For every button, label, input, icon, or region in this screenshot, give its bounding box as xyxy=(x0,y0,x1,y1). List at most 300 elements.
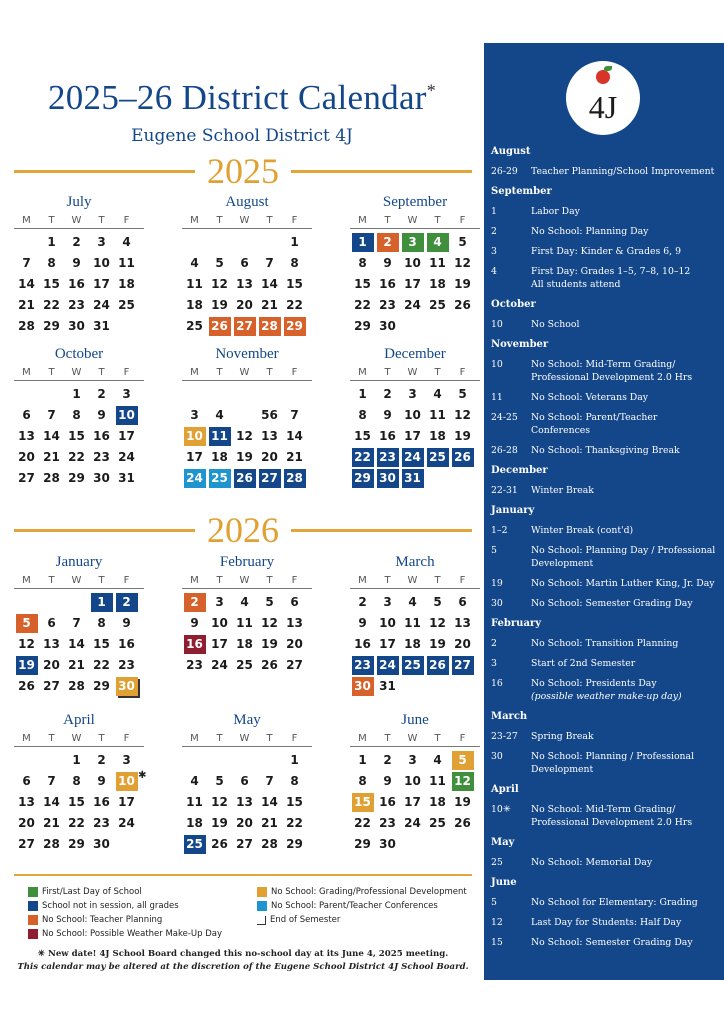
day-cell: 22 xyxy=(354,816,371,830)
day-cell: 17 xyxy=(93,277,110,291)
day-cell: 30 xyxy=(379,837,396,851)
day-cell: 18 xyxy=(211,450,228,464)
day-cell: 18 xyxy=(429,429,446,443)
day-cell: 1 xyxy=(290,753,299,767)
weekday-header xyxy=(182,214,312,229)
event-text xyxy=(531,896,719,909)
day-cell: 30 xyxy=(116,677,138,696)
day-cell: 10 xyxy=(404,774,421,788)
weekday-label: M xyxy=(358,367,367,378)
event-date: 30 xyxy=(491,751,503,762)
empty-cell xyxy=(41,751,63,770)
year-rule-right xyxy=(291,170,472,173)
day-cell: 12 xyxy=(18,637,35,651)
empty-cell xyxy=(16,385,38,404)
day-cell: 8 xyxy=(358,774,367,788)
empty-cell xyxy=(16,751,38,770)
weekday-header xyxy=(14,366,144,381)
day-cell: 23 xyxy=(186,658,203,672)
day-cell: 26 xyxy=(234,469,256,488)
empty-cell xyxy=(259,751,281,770)
legend-swatch xyxy=(257,887,267,897)
day-cell: 15 xyxy=(354,429,371,443)
weekday-label: W xyxy=(239,215,250,226)
year-heading-2026 xyxy=(14,512,472,548)
event-text xyxy=(531,577,719,590)
day-cell: 26 xyxy=(454,816,471,830)
events-list xyxy=(491,142,719,953)
weekday-header xyxy=(14,574,144,589)
day-cell: 6 xyxy=(290,595,299,609)
day-cell: 29 xyxy=(68,837,85,851)
day-cell: 10 xyxy=(116,406,138,425)
day-cell: 11 xyxy=(429,408,446,422)
day-cell: 30 xyxy=(379,319,396,333)
day-cell: 20 xyxy=(236,816,253,830)
month-september xyxy=(350,194,480,337)
weekday-label: W xyxy=(239,733,250,744)
event-date: 16 xyxy=(491,678,503,689)
event-description: No School: Transition Planning xyxy=(531,638,679,649)
day-cell: 7 xyxy=(47,774,56,788)
sidebar-month-heading: August xyxy=(491,146,531,157)
day-cell: 19 xyxy=(454,429,471,443)
weekday-label: T xyxy=(48,367,55,378)
day-cell: 14 xyxy=(18,277,35,291)
day-cell: 11 xyxy=(186,795,203,809)
day-cell: 19 xyxy=(211,298,228,312)
month-august xyxy=(182,194,312,337)
weekday-label: T xyxy=(98,733,105,744)
title-asterisk: * xyxy=(426,80,437,101)
event-row xyxy=(491,893,719,913)
day-cell: 23 xyxy=(379,298,396,312)
legend-swatch xyxy=(257,901,267,911)
event-date: 10✳ xyxy=(491,804,511,815)
event-description: No School: Planning Day / Professional Development xyxy=(531,545,716,569)
event-row xyxy=(491,388,719,408)
weekday-label: F xyxy=(459,733,466,744)
day-cell: 5 xyxy=(458,235,467,249)
weekday-label: T xyxy=(434,733,441,744)
weekday-label: W xyxy=(71,733,82,744)
sidebar-month-heading: October xyxy=(491,299,536,310)
day-cell: 26 xyxy=(452,448,474,467)
weekday-label: F xyxy=(291,215,298,226)
month-february xyxy=(182,554,312,676)
weekday-label: T xyxy=(216,575,223,586)
event-description: Spring Break xyxy=(531,731,594,742)
event-description: First Day: Kinder & Grades 6, 9 xyxy=(531,246,681,257)
legend-label: No School: Parent/Teacher Conferences xyxy=(271,901,438,911)
legend-item xyxy=(257,899,467,913)
event-date: 23-27 xyxy=(491,731,518,742)
day-cell: 4 xyxy=(190,774,199,788)
event-row xyxy=(491,913,719,933)
weekday-label: T xyxy=(384,215,391,226)
day-cell: 2 xyxy=(116,593,138,612)
day-cell: 24 xyxy=(377,656,399,675)
event-row xyxy=(491,541,719,574)
day-cell: 18 xyxy=(404,637,421,651)
day-grid xyxy=(14,750,144,855)
day-cell: 27 xyxy=(234,317,256,336)
day-cell: 26 xyxy=(261,658,278,672)
legend-item xyxy=(28,913,222,927)
day-cell: 1 xyxy=(72,753,81,767)
day-cell: 12 xyxy=(211,795,228,809)
day-cell: 3 xyxy=(402,233,424,252)
event-row xyxy=(491,441,719,461)
day-cell: 3 xyxy=(97,235,106,249)
day-cell: 16 xyxy=(93,429,110,443)
day-cell: 21 xyxy=(18,298,35,312)
event-date: 30 xyxy=(491,598,503,609)
event-row xyxy=(491,315,719,335)
day-cell: 7 xyxy=(72,616,81,630)
event-description: No School: Presidents Day xyxy=(531,678,657,689)
day-cell: 6 xyxy=(240,774,249,788)
weekday-label: T xyxy=(98,215,105,226)
sidebar-month-heading: January xyxy=(491,505,535,516)
day-cell: 27 xyxy=(259,469,281,488)
day-cell: 8 xyxy=(72,408,81,422)
day-cell: 11 xyxy=(186,277,203,291)
day-cell: 27 xyxy=(43,679,60,693)
year-rule-left xyxy=(14,170,195,173)
weekday-label: T xyxy=(216,367,223,378)
event-text xyxy=(531,544,719,570)
event-text xyxy=(531,657,719,670)
day-cell: 28 xyxy=(284,469,306,488)
event-text xyxy=(531,936,719,949)
day-cell: 8 xyxy=(358,408,367,422)
weekday-label: T xyxy=(98,575,105,586)
event-text xyxy=(531,265,719,291)
event-description: Last Day for Students: Half Day xyxy=(531,917,682,928)
day-cell: 4 xyxy=(433,753,442,767)
day-cell: 1 xyxy=(91,593,113,612)
day-cell: 7 xyxy=(22,256,31,270)
empty-cell xyxy=(234,406,256,425)
event-description: Labor Day xyxy=(531,206,580,217)
event-date: 3 xyxy=(491,246,497,257)
day-cell: 25 xyxy=(209,469,231,488)
day-cell: 30 xyxy=(377,469,399,488)
day-cell: 20 xyxy=(286,637,303,651)
month-name: March xyxy=(395,554,435,570)
day-cell: 22 xyxy=(93,658,110,672)
day-cell: 21 xyxy=(43,816,60,830)
day-cell: 1 xyxy=(290,235,299,249)
day-cell: 3 xyxy=(122,387,131,401)
event-date: 24-25 xyxy=(491,412,518,423)
weekday-label: M xyxy=(190,215,199,226)
empty-cell xyxy=(234,385,256,404)
day-cell: 11 xyxy=(429,256,446,270)
day-cell: 10 xyxy=(404,256,421,270)
day-cell: 9 xyxy=(358,616,367,630)
month-name: September xyxy=(382,194,448,210)
day-cell: 25 xyxy=(184,835,206,854)
day-cell: 16 xyxy=(354,637,371,651)
event-description: No School: Mid-Term Grading/ Professional Development 2.0 Hrs xyxy=(531,359,693,383)
event-row xyxy=(491,933,719,953)
legend-item xyxy=(28,927,222,941)
event-text xyxy=(531,225,719,238)
day-cell: 1 xyxy=(352,233,374,252)
day-cell: 12 xyxy=(454,408,471,422)
day-cell: 5 xyxy=(433,595,442,609)
page-title: 2025–26 District Calendar* xyxy=(47,78,437,117)
event-row xyxy=(491,594,719,614)
event-text xyxy=(531,916,719,929)
event-text xyxy=(531,411,719,437)
weekday-label: T xyxy=(48,215,55,226)
day-cell: 17 xyxy=(118,429,135,443)
day-cell: 22 xyxy=(68,450,85,464)
day-cell: 27 xyxy=(236,837,253,851)
day-cell: 6 xyxy=(22,774,31,788)
weekday-label: F xyxy=(459,367,466,378)
weekday-label: M xyxy=(22,215,31,226)
day-grid xyxy=(182,592,312,676)
event-description: First Day: Grades 1–5, 7–8, 10–12 xyxy=(531,266,691,277)
day-cell: 28 xyxy=(43,837,60,851)
day-cell: 24 xyxy=(118,816,135,830)
day-cell: 27 xyxy=(18,837,35,851)
day-cell: 28 xyxy=(18,319,35,333)
day-cell: 23 xyxy=(93,450,110,464)
event-text xyxy=(531,444,719,457)
day-cell: 31 xyxy=(379,679,396,693)
event-description: No School: Martin Luther King, Jr. Day xyxy=(531,578,715,589)
day-cell: 18 xyxy=(186,816,203,830)
day-cell: 19 xyxy=(211,816,228,830)
day-grid xyxy=(182,750,312,855)
day-cell: 24 xyxy=(93,298,110,312)
empty-cell xyxy=(66,593,88,612)
weekday-label: M xyxy=(22,733,31,744)
weekday-label: W xyxy=(71,215,82,226)
day-cell: 25 xyxy=(429,298,446,312)
event-text xyxy=(531,318,719,331)
day-cell: 29 xyxy=(354,319,371,333)
sidebar-month-heading: April xyxy=(491,784,519,795)
event-description: No School xyxy=(531,319,580,330)
legend-swatch xyxy=(28,901,38,911)
day-cell: 30 xyxy=(68,319,85,333)
day-cell: 17 xyxy=(404,795,421,809)
day-cell: 16 xyxy=(379,429,396,443)
logo-text: 4J xyxy=(588,89,618,125)
day-cell: 28 xyxy=(259,317,281,336)
day-cell: 3 xyxy=(215,595,224,609)
event-date: 2 xyxy=(491,226,497,237)
legend-swatch xyxy=(257,916,266,925)
day-cell: 9 xyxy=(383,774,392,788)
day-cell: 4 xyxy=(190,256,199,270)
event-date: 25 xyxy=(491,857,503,868)
month-name: July xyxy=(66,194,92,210)
day-cell: 26 xyxy=(209,317,231,336)
weekday-label: M xyxy=(358,215,367,226)
event-date: 10 xyxy=(491,319,503,330)
day-cell: 13 xyxy=(454,616,471,630)
weekday-header xyxy=(14,732,144,747)
event-description: Winter Break (cont'd) xyxy=(531,525,634,536)
year-rule-right xyxy=(291,529,472,532)
day-cell: 2 xyxy=(72,235,81,249)
event-row xyxy=(491,654,719,674)
day-cell: 7 xyxy=(47,408,56,422)
event-italic-note: (possible weather make-up day) xyxy=(531,691,682,702)
day-cell: 19 xyxy=(236,450,253,464)
legend-swatch xyxy=(28,915,38,925)
day-cell: 30 xyxy=(93,471,110,485)
empty-cell xyxy=(16,233,38,252)
day-cell: 15 xyxy=(68,429,85,443)
event-text xyxy=(531,750,719,776)
day-cell: 14 xyxy=(286,429,303,443)
weekday-label: F xyxy=(123,733,130,744)
day-cell: 10 xyxy=(93,256,110,270)
day-cell: 29 xyxy=(68,471,85,485)
legend-label: School not in session, all grades xyxy=(42,901,179,911)
year-label: 2025 xyxy=(207,151,279,191)
day-cell: 10 xyxy=(404,408,421,422)
day-cell: 10 xyxy=(211,616,228,630)
day-cell: 14 xyxy=(43,429,60,443)
event-text xyxy=(531,358,719,384)
day-cell: 9 xyxy=(97,774,106,788)
day-cell: 9 xyxy=(72,256,81,270)
day-cell: 17 xyxy=(404,429,421,443)
day-cell: 16 xyxy=(93,795,110,809)
event-note: All students attend xyxy=(531,279,621,290)
day-cell: 2 xyxy=(358,595,367,609)
weekday-label: T xyxy=(48,575,55,586)
event-date: 3 xyxy=(491,658,497,669)
day-cell: 21 xyxy=(261,816,278,830)
day-cell: 1 xyxy=(47,235,56,249)
day-cell: 22 xyxy=(352,448,374,467)
weekday-label: F xyxy=(459,215,466,226)
district-subtitle: Eugene School District 4J xyxy=(131,126,353,146)
weekday-label: M xyxy=(190,733,199,744)
event-date: 10 xyxy=(491,359,503,370)
event-row xyxy=(491,222,719,242)
event-row xyxy=(491,853,719,873)
event-text xyxy=(531,677,719,703)
day-cell: 9 xyxy=(383,256,392,270)
day-cell: 29 xyxy=(352,469,374,488)
month-name: August xyxy=(225,194,269,210)
day-grid xyxy=(350,750,480,855)
day-cell: 16 xyxy=(379,795,396,809)
day-cell: 1 xyxy=(358,387,367,401)
weekday-label: W xyxy=(71,575,82,586)
day-grid xyxy=(182,384,312,489)
weekday-label: T xyxy=(384,733,391,744)
day-cell: 4 xyxy=(408,595,417,609)
weekday-label: F xyxy=(291,575,298,586)
day-cell: 13 xyxy=(18,795,35,809)
weekday-header xyxy=(182,366,312,381)
day-cell: 27 xyxy=(286,658,303,672)
month-may xyxy=(182,712,312,855)
day-cell: 23 xyxy=(93,816,110,830)
empty-cell xyxy=(209,385,231,404)
event-text xyxy=(531,391,719,404)
event-description: Winter Break xyxy=(531,485,594,496)
event-date: 12 xyxy=(491,917,503,928)
day-cell: 15 xyxy=(352,793,374,812)
day-cell: 13 xyxy=(261,429,278,443)
event-row xyxy=(491,674,719,707)
weekday-label: W xyxy=(407,367,418,378)
day-cell: 15 xyxy=(68,795,85,809)
day-cell: 10 xyxy=(379,616,396,630)
empty-cell xyxy=(234,751,256,770)
day-cell: 9 xyxy=(97,408,106,422)
day-cell: 30 xyxy=(93,837,110,851)
event-row xyxy=(491,162,719,182)
day-cell: 7 xyxy=(265,774,274,788)
weekday-label: W xyxy=(71,367,82,378)
day-cell: 12 xyxy=(429,616,446,630)
weekday-header xyxy=(350,366,480,381)
month-june xyxy=(350,712,480,855)
month-name: November xyxy=(215,346,279,362)
sidebar-month-heading: June xyxy=(491,877,517,888)
month-july xyxy=(14,194,144,337)
day-cell: 23 xyxy=(68,298,85,312)
day-grid xyxy=(14,592,144,697)
month-name: February xyxy=(219,554,275,570)
event-text xyxy=(531,637,719,650)
month-january xyxy=(14,554,144,697)
weekday-label: W xyxy=(239,575,250,586)
event-description: No School: Veterans Day xyxy=(531,392,649,403)
day-cell: 14 xyxy=(68,637,85,651)
event-text xyxy=(531,856,719,869)
event-date: 26-29 xyxy=(491,166,518,177)
weekday-header xyxy=(14,214,144,229)
day-cell: 19 xyxy=(429,637,446,651)
day-cell: 25 xyxy=(186,319,203,333)
day-cell: 11 xyxy=(404,616,421,630)
empty-cell xyxy=(16,593,38,612)
apple-icon xyxy=(596,70,610,84)
day-cell: 12 xyxy=(261,616,278,630)
event-text xyxy=(531,730,719,743)
event-description: No School: Thanksgiving Break xyxy=(531,445,680,456)
day-cell: 27 xyxy=(452,656,474,675)
day-cell: 15 xyxy=(286,795,303,809)
day-cell: 5 xyxy=(458,387,467,401)
empty-cell xyxy=(41,593,63,612)
event-row xyxy=(491,262,719,295)
weekday-header xyxy=(350,214,480,229)
event-text xyxy=(531,524,719,537)
day-grid xyxy=(350,384,480,489)
day-cell: 29 xyxy=(284,317,306,336)
legend-item xyxy=(28,885,222,899)
event-date: 5 xyxy=(491,545,497,556)
day-cell: 27 xyxy=(18,471,35,485)
day-cell: 2 xyxy=(97,387,106,401)
